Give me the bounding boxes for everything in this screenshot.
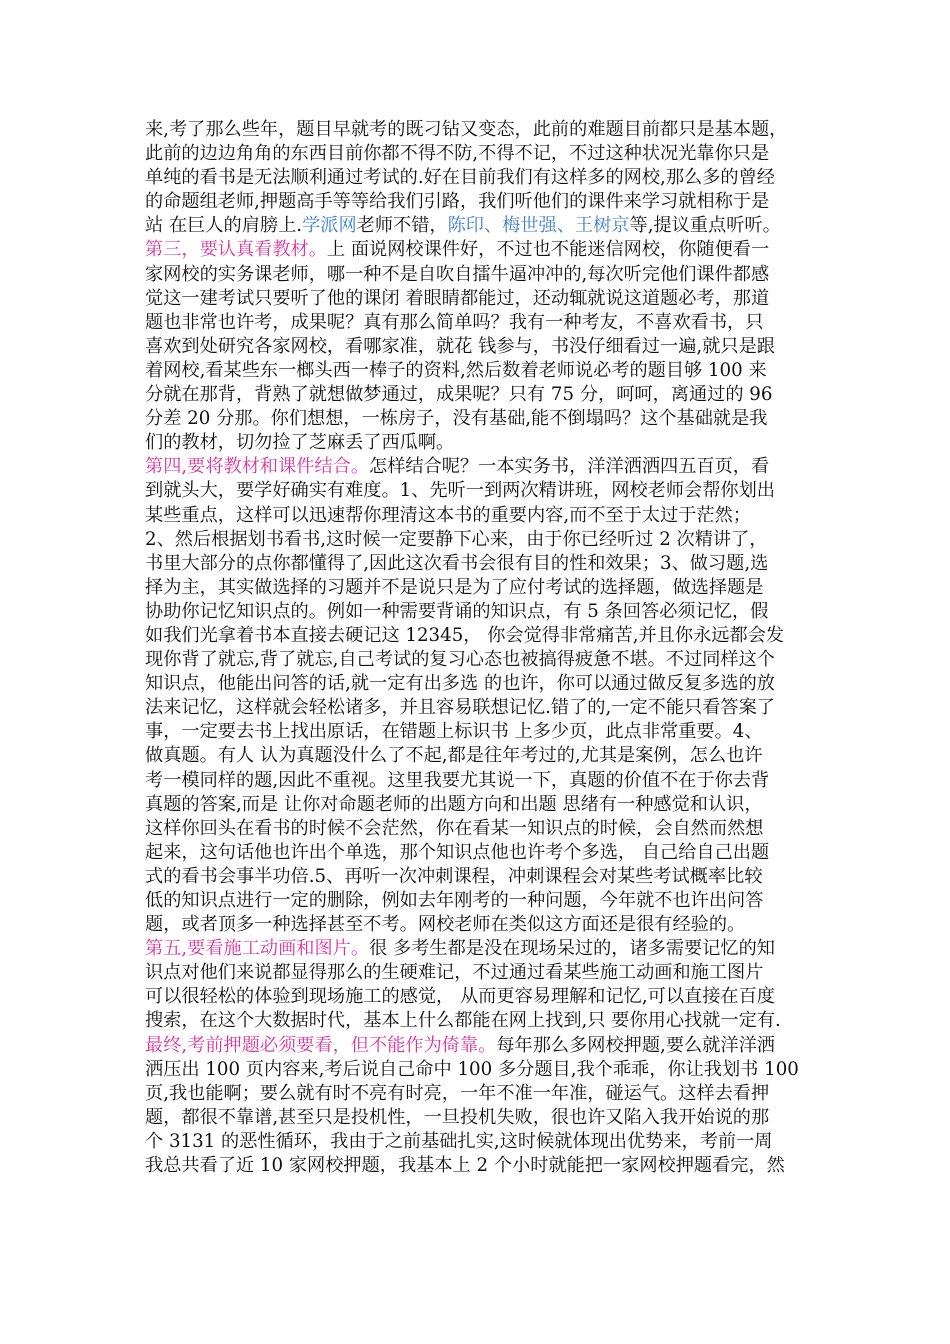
section-heading: 第五,要看施工动画和图片。 [145, 938, 370, 960]
text-line [145, 335, 810, 359]
body-text: 题也非常也许考，成果呢？真有那么简单吗？我有一种考友，不喜欢看书，只 [145, 311, 764, 333]
body-text: 我总共看了近 10 家网校押题，我基本上 2 个小时就能把一家网校押题看完，然 [145, 1155, 785, 1177]
body-text: 上 面说网校课件好，不过也不能迷信网校，你随便看一 [326, 239, 770, 261]
body-text: 这样你回头在看书的时候不会茫然，你在看某一知识点的时候，会自然而然想 [145, 817, 764, 839]
body-text: 知识点，他能出问答的话,就一定有出多选 的也许，你可以通过做反复多选的放 [145, 673, 775, 695]
text-line [145, 937, 810, 961]
text-line [145, 672, 810, 696]
text-line [145, 696, 810, 720]
body-text: 择为主，其实做选择的习题并不是说只是为了应付考试的选择题，做选择题是 [145, 576, 764, 598]
section-heading: 第三，要认真看教材。 [145, 239, 327, 261]
body-text: 低的知识点进行一定的删除，例如去年刚考的一种问题，今年就不也许出问答 [145, 890, 764, 911]
text-line [145, 985, 810, 1009]
body-text: 此前的边边角角的东西目前你都不得不防,不得不记，不过这种状况光靠你只是 [145, 143, 770, 165]
section-heading: 最终,考前押题必须要看，但不能作为倚靠。 [145, 1034, 497, 1056]
text-line [145, 913, 810, 937]
text-line [145, 961, 810, 985]
body-text: 法来记忆，这样就会轻松诸多，并且容易联想记忆.错了的,一定不能只看答案了 [145, 697, 775, 719]
body-text: 可以很轻松的体验到现场施工的感觉， 从而更容易理解和记忆,可以直接在百度 [145, 986, 775, 1008]
text-line [145, 528, 810, 552]
text-line [145, 263, 810, 287]
body-text: 协助你记忆知识点的。例如一种需要背诵的知识点，有 5 条回答必须记忆，假 [145, 600, 769, 622]
body-text: 到就头大，要学好确实有难度。1、先听一到两次精讲班，网校老师会帮你划出 [145, 480, 775, 502]
body-text: 很 多考生都是没在现场呆过的，诸多需要记忆的知 [369, 938, 775, 960]
text-line [145, 1106, 810, 1130]
body-text: 着网校,看某些东一榔头西一棒子的资料,然后数着老师说必考的题目够 100 来 [145, 359, 767, 381]
text-line [145, 817, 810, 841]
text-line [145, 576, 810, 600]
body-text: 单纯的看书是无法顺利通过考试的.好在目前我们有这样多的网校,那么多的曾经 [145, 167, 775, 189]
text-line [145, 383, 810, 407]
body-text: 们的教材，切勿捡了芝麻丢了西瓜啊。 [145, 432, 455, 454]
text-line [145, 166, 810, 190]
text-line [145, 455, 810, 479]
text-line [145, 190, 810, 214]
text-line [145, 359, 810, 383]
body-text: 题，或者顶多一种选择甚至不考。网校老师在类似这方面还是很有经验的。 [145, 914, 746, 936]
text-line [145, 648, 810, 672]
body-text: 老师不错， [356, 215, 448, 237]
highlight-text: 学派网 [302, 215, 357, 237]
text-line [145, 1009, 810, 1033]
body-text: 喜欢到处研究各家网校，看哪家准，就花 钱参与，书没仔细看过一遍,就只是跟 [145, 335, 775, 357]
body-text: 识点对他们来说都显得那么的生硬难记，不过通过看某些施工动画和施工图片 [145, 962, 764, 984]
body-text: 起来，这句话他也许出个单选，那个知识点他也许考个多选， 自己给自己出题 [145, 841, 770, 863]
body-text: 洒压出 100 页内容来,考后说自己命中 100 多分题目,我个乖乖，你让我划书 100 [145, 1058, 799, 1080]
text-line [145, 744, 810, 768]
text-line [145, 287, 810, 311]
text-line [145, 431, 810, 455]
text-line [145, 793, 810, 817]
text-line [145, 1034, 810, 1058]
text-line [145, 1130, 810, 1154]
body-text: 现你背了就忘,背了就忘,自己考试的复习心态也被搞得疲惫不堪。不过同样这个 [145, 649, 775, 671]
text-line [145, 552, 810, 576]
body-text: 真题的答案,而是 让你对命题老师的出题方向和出题 思绪有一种感觉和认识， [145, 793, 763, 815]
body-text: 页,我也能啊；要么就有时不亮有时亮，一年不准一年准，碰运气。这样去看押 [145, 1082, 770, 1104]
body-text: 每年那么多网校押题,要么就洋洋洒 [496, 1034, 775, 1056]
body-text: 某些重点，这样可以迅速帮你理清这本书的重要内容,而不至于太过于茫然； [145, 504, 751, 526]
text-line [145, 504, 810, 528]
body-text: 的命题组老师,押题高手等等给我们引路，我们听他们的课件来学习就相称于是 [145, 191, 770, 213]
text-line [145, 841, 810, 865]
body-text: 来,考了那么些年，题目早就考的既刁钻又变态，此前的难题目前都只是基本题， [145, 119, 788, 140]
body-text: 分就在那背，背熟了就想做梦通过，成果呢？只有 75 分，呵呵，离通过的 96 [145, 384, 773, 406]
body-text: 怎样结合呢？一本实务书，洋洋洒洒四五百页，看 [369, 456, 770, 478]
text-line [145, 769, 810, 793]
body-text: 事，一定要去书上找出原话，在错题上标识书 上多少页，此点非常重要。4、 [145, 721, 763, 743]
body-text: 做真题。有人 认为真题没什么了不起,都是往年考过的,尤其是案例，怎么也许 [145, 745, 763, 767]
text-line [145, 1058, 810, 1082]
body-text: 家网校的实务课老师，哪一种不是自吹自擂牛逼冲冲的,每次听完他们课件都感 [145, 263, 770, 285]
section-heading: 第四,要将教材和课件结合。 [145, 456, 370, 478]
body-text: 题，都很不靠谱,甚至只是投机性，一旦投机失败，很也许又陷入我开始说的那 [145, 1106, 770, 1128]
text-line [145, 865, 810, 889]
body-text: 分差 20 分那。你们想想，一栋房子，没有基础,能不倒塌吗？这个基础就是我 [145, 408, 768, 430]
text-line [145, 311, 810, 335]
body-text: 式的看书会事半功倍.5、再听一次冲刺课程，冲刺课程会对某些考试概率比较 [145, 865, 763, 887]
body-text: 搜索，在这个大数据时代，基本上什么都能在网上找到,只 要你用心找就一定有. [145, 1010, 781, 1032]
body-text: 等,提议重点听听。 [629, 215, 781, 237]
text-line [145, 1082, 810, 1106]
body-text: 考一模同样的题,因此不重视。这里我要尤其说一下，真题的价值不在于你去背 [145, 769, 770, 791]
text-line [145, 118, 810, 142]
text-line [145, 238, 810, 262]
body-text: 觉这一建考试只要听了他的课闭 着眼睛都能过，还动辄就说这道题必考，那道 [145, 287, 770, 309]
document-body [145, 118, 810, 1178]
text-line [145, 720, 810, 744]
body-text: 个 3131 的恶性循环，我由于之前基础扎实,这时候就体现出优势来，考前一周 [145, 1130, 773, 1152]
text-line [145, 600, 810, 624]
text-line [145, 1154, 810, 1178]
text-line [145, 624, 810, 648]
highlight-text: 陈印、梅世强、王树京 [447, 215, 630, 237]
text-line [145, 479, 810, 503]
body-text: 站 在巨人的肩膀上. [145, 215, 303, 237]
text-line [145, 889, 810, 913]
text-line [145, 214, 810, 238]
text-line [145, 142, 810, 166]
body-text: 如我们光拿着书本直接去硬记这 12345， 你会觉得非常痛苦,并且你永远都会发 [145, 624, 785, 646]
body-text: 2、然后根据划书看书,这时候一定要静下心来，由于你已经听过 2 次精讲了， [145, 528, 768, 550]
text-line [145, 407, 810, 431]
body-text: 书里大部分的点你都懂得了,因此这次看书会很有目的性和效果；3、做习题,选 [145, 552, 769, 574]
